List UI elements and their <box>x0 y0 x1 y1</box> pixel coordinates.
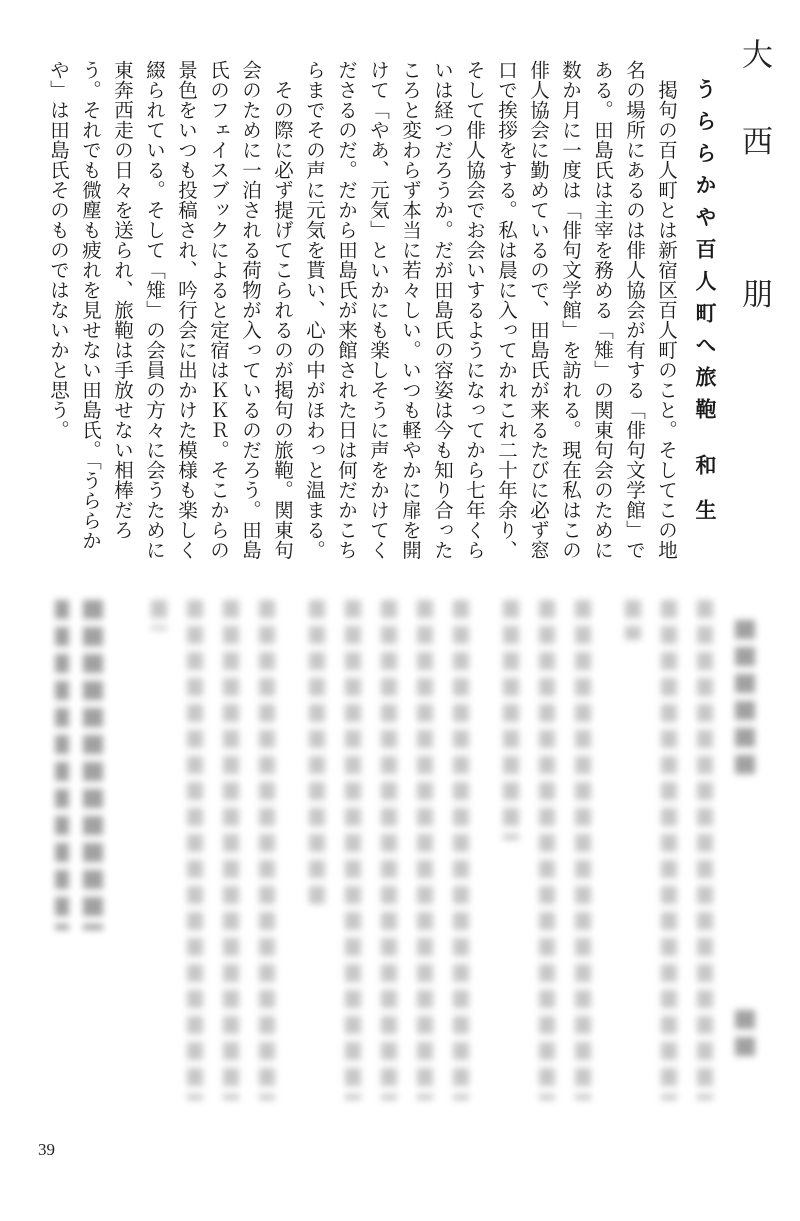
essay-body <box>38 60 682 576</box>
page-number: 39 <box>38 1140 55 1159</box>
blurred-line <box>187 600 203 1100</box>
blurred-line <box>697 600 713 1100</box>
blurred-line <box>55 600 69 930</box>
blurred-line <box>453 600 469 1100</box>
blurred-line <box>417 600 433 1100</box>
essay-title: うららかや百人町へ旅鞄 <box>693 78 718 430</box>
paragraph-1: 掲句の百人町とは新宿区百人町のこと。そしてこの地名の場所にあるのは俳人協会が有する「俳句文学館」である。田島氏は主宰を務める「雉」の関東句会のために数か月に一度は「俳句文学館」を訪れる。現在私はこの俳人協会に勤めているので、田島氏が来るたびに必ず窓口で挨拶をする。私は晨に入ってかれこれ二十年余り、そして俳人協会でお会いするようになってから七年くらいは経つだろうか。だが田島氏の容姿は今も知り合ったころと変わらず本当に若々しい。いつも軽やかに扉を開けて「やあ、元気」といかにも楽しそうに声をかけてくださるのだ。だから田島氏が来館された日は何だかこちらまでその声に元気を貰い、心の中がほわっと温まる。 <box>303 60 678 560</box>
blurred-line <box>151 600 167 630</box>
blurred-line <box>345 600 361 1100</box>
essay-title-block <box>685 78 725 558</box>
blurred-line <box>661 600 677 1100</box>
blurred-line <box>575 600 591 1100</box>
blurred-section <box>55 600 775 1120</box>
blurred-line <box>735 1010 755 1060</box>
essay-byline: 和生 <box>693 454 718 544</box>
blurred-line <box>625 600 641 640</box>
blurred-line <box>83 600 103 930</box>
blurred-line <box>259 600 275 1100</box>
paragraph-2: その際に必ず提げてこられるのが掲句の旅鞄。関東句会のために一泊される荷物が入っているのだろう。田島氏のフェイスブックによると定宿はＫＫＲ。そこからの景色をいつも投稿され、吟行会に出かけた模様も楽しく綴られている。そして「雉」の会員の方々に会うために東奔西走の日々を送られ、旅鞄は手放せない相棒だろう。それでも微塵も疲れを見せない田島氏。「うららかや」は田島氏そのものではないかと思う。 <box>47 60 294 560</box>
blurred-line <box>539 600 555 1100</box>
blurred-line <box>503 600 519 840</box>
author-name: 大西 朋 <box>736 38 772 365</box>
blurred-line <box>381 600 397 1100</box>
blurred-line <box>735 620 755 780</box>
blurred-line <box>309 600 325 910</box>
blurred-line <box>223 600 239 1100</box>
